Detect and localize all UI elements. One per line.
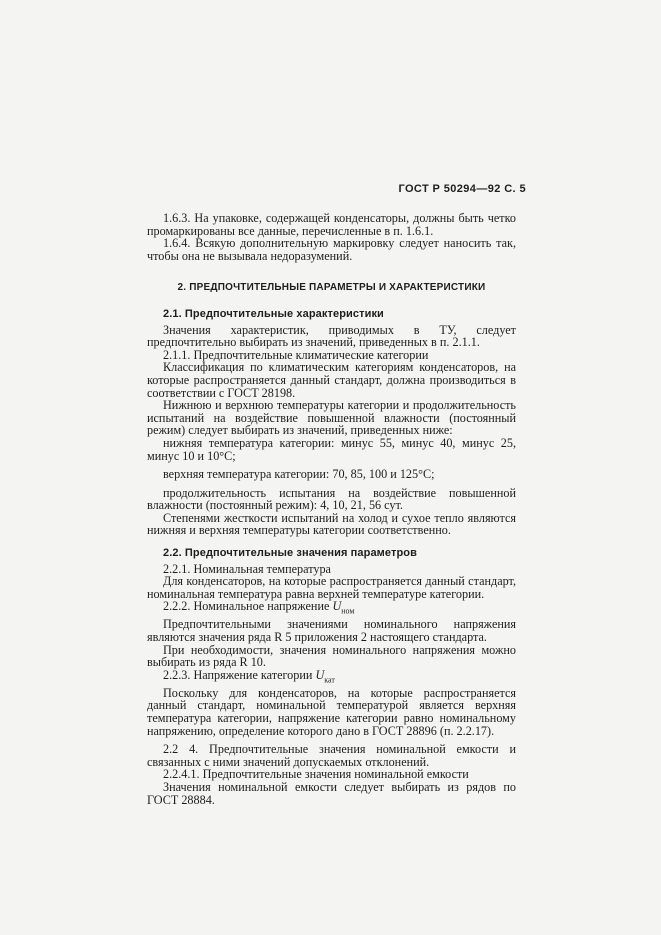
voltage-symbol: U: [332, 599, 342, 614]
page-header: ГОСТ Р 50294—92 С. 5: [398, 183, 526, 195]
paragraph-2-1-1-b: Нижнюю и верхнюю температуры категории и продолжительность испытаний на воздействие повышенной влажности (постоянный режим) следует выбирать из значений, приведенных ниже:: [147, 398, 516, 438]
voltage-subscript: ном: [341, 606, 355, 616]
paragraph-2-2-4-1-a: Значения номинальной емкости следует выбирать из рядов по ГОСТ 28884.: [147, 780, 516, 807]
paragraph-2-1-1-d: верхняя температура категории: 70, 85, 100 и 125°С;: [163, 467, 435, 482]
paragraph-2-1-1-c: нижняя температура категории: минус 55, минус 40, минус 25, минус 10 и 10°С;: [147, 435, 516, 463]
paragraph-2-2-2-a: Предпочтительными значениями номинального напряжения являются значения ряда R 5 приложения 2 настоящего стандарта.: [147, 617, 516, 645]
paragraph-2-2-1: 2.2.1. Номинальная температура: [163, 561, 331, 576]
paragraph-2-1: Значения характеристик, приводимых в ТУ, следует предпочтительно выбирать из значений, приведенных в п. 2.1.1.: [147, 322, 516, 350]
document-body: [147, 212, 516, 806]
paragraph-2-2-2-label: 2.2.2. Номинальное напряжение: [163, 599, 333, 614]
paragraph-2-1-1-e: продолжительность испытания на воздействие повышенной влажности (постоянный режим): 4, 10, 21, 56 сут.: [147, 485, 516, 513]
paragraph-2-1-1: 2.1.1. Предпочтительные климатические категории: [163, 347, 429, 362]
paragraph-2-2-3: [147, 669, 516, 687]
paragraph-2-2-3-label: 2.2.3. Напряжение категории: [163, 667, 316, 682]
paragraph-1-6-3: 1.6.3. На упаковке, содержащей конденсаторы, должны быть четко промаркированы все данные, перечисленные в п. 1.6.1.: [147, 211, 516, 238]
section-2-title: 2. ПРЕДПОЧТИТЕЛЬНЫЕ ПАРАМЕТРЫ И ХАРАКТЕРИСТИКИ: [177, 282, 486, 294]
paragraph-1-6-4: 1.6.4. Всякую дополнительную маркировку следует наносить так, чтобы она не вызывала недоразумений.: [147, 236, 516, 263]
subsection-2-1-title: 2.1. Предпочтительные характеристики: [163, 307, 384, 320]
category-voltage-symbol: U: [315, 667, 325, 682]
paragraph-2-1-1-f: Степенями жесткости испытаний на холод и сухое тепло являются нижняя и верхняя температуры категории соответственно.: [147, 510, 516, 538]
paragraph-2-2-2: [147, 600, 516, 618]
paragraph-2-2-2-b: При необходимости, значения номинального напряжения можно выбирать из ряда R 10.: [147, 642, 516, 670]
paragraph-2-1-1-a: Классификация по климатическим категориям конденсаторов, на которые распространяется данный стандарт, должна производиться в соответствии с ГОСТ 28198.: [147, 360, 516, 400]
category-voltage-subscript: кат: [324, 675, 335, 685]
subsection-2-2-title: 2.2. Предпочтительные значения параметров: [163, 547, 417, 560]
paragraph-2-2-3-a: Поскольку для конденсаторов, на которые распространяется данный стандарт, номинальной температурой является верхняя температура категории, напряжение категории равно номинальному напряжению, определение которого дано в ГОСТ 28896 (п. 2.2.17).: [147, 685, 516, 738]
paragraph-2-2-4-1: 2.2.4.1. Предпочтительные значения номинальной емкости: [163, 767, 469, 782]
paragraph-2-2-4: 2.2 4. Предпочтительные значения номинальной емкости и связанных с ними значений допускаемых отклонений.: [147, 742, 516, 769]
paragraph-2-2-1-a: Для конденсаторов, на которые распространяется данный стандарт, номинальная температура равна верхней температуре категории.: [147, 574, 516, 601]
